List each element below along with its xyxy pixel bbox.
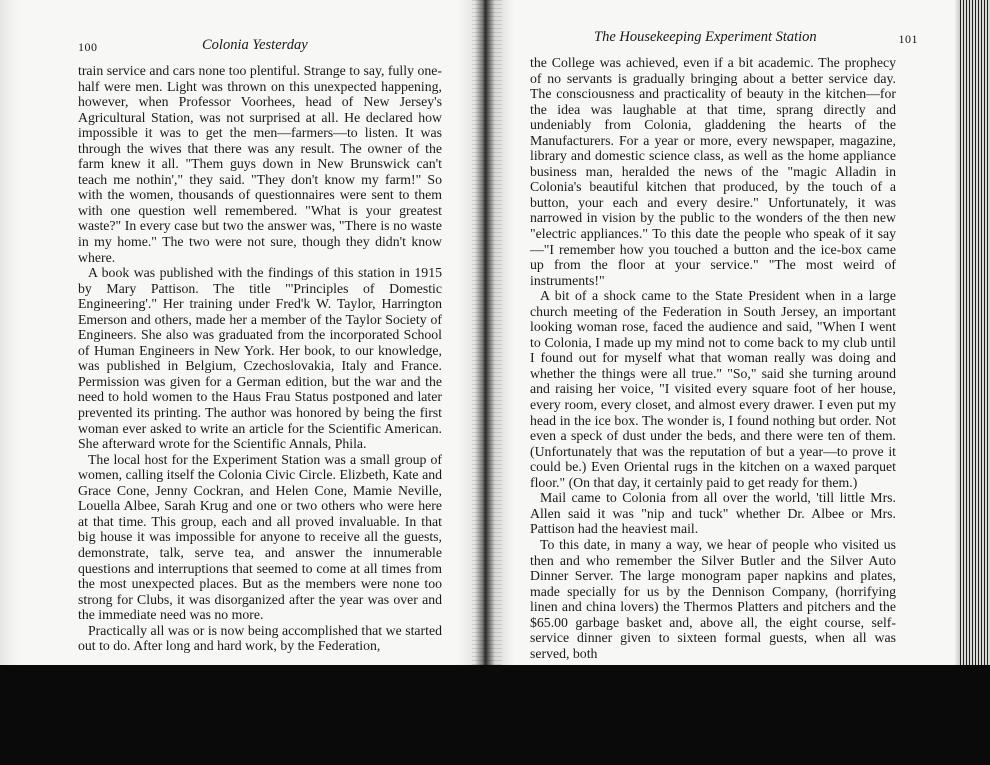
- right-paragraph-4: To this date, in many a way, we hear of people who visited us then and who remember the Silver Butler and the Silver Auto Dinner Server. The large monogram paper napkins and plates, made specially for us by the Dennison Company, (horrifying linen and china lovers) the Thermos Platters and pitchers and the $65.00 garbage basket and, above all, the eight course, self-service dinner given to sixteen formal guests, when all was served, both: [530, 536, 896, 661]
- right-page-stack-edge: [960, 0, 990, 665]
- left-paragraph-2: A book was published with the findings of this station in 1915 by Mary Pattison. The title "'Principles of Domestic Engineering'." Her training under Fred'k W. Taylor, Harrington Emerson and others, made her a member of the Taylor Society of Engineers. She also was graduated from the incorporated School of Human Engineers in New York. Her book, to our knowledge, was published in Belgium, Czechoslovakia, Italy and France. Permission was given for a German edition, but the war and the need to hold women to the Haus Frau Status postponed and later prevented its printing. The author was honored by being the first woman ever asked to write an article for the Scientific American. She afterward wrote for the Scientific Annals, Phila.: [78, 265, 442, 452]
- right-paragraph-3: Mail came to Colonia from all over the world, 'till little Mrs. Allen said it was "nip and tuck" whether Dr. Albee or Mrs. Pattison had the heaviest mail.: [530, 490, 896, 537]
- right-running-title: The Housekeeping Experiment Station: [594, 29, 817, 45]
- right-running-head: [530, 29, 918, 48]
- left-paragraph-1: train service and cars none too plentiful. Strange to say, fully one-half were men. Light was thrown on this unexpected happening, however, when Professor Voorhees, head of New Jersey's Agricultural Station, was not surprised at all. He declared how impossible it was to get the men—farmers—to listen. It was through the wives that there was any result. The owner of the farm knew it all. "Them guys down in New Brunswick can't teach me nothin'," they said. "They don't know my farm!" So with the women, thousands of questionnaires were sent to them with one question well remembered. "What is your greatest waste?" In every case but two the answer was, "There is no waste in my home." The two were not sure, though they didn't know where.: [78, 63, 442, 265]
- left-page-number: 100: [78, 40, 98, 54]
- gutter-texture: [472, 0, 502, 665]
- left-page-edge: [0, 0, 22, 665]
- right-page: [530, 29, 918, 661]
- left-running-head: [78, 38, 442, 56]
- left-page: [78, 38, 442, 654]
- left-running-title: Colonia Yesterday: [202, 37, 308, 53]
- left-paragraph-3: The local host for the Experiment Station was a small group of women, calling itself the Colonia Civic Circle. Elizbeth, Kate and Grace Cone, Jenny Cockran, and Helen Cone, Mamie Neville, Louella Albee, Sarah Krug and one or two others who were here at that time. This group, each and all proved invaluable. In that big house it was impossible for anyone to receive all the guests, demonstrate, talk, serve tea, and answer the innumerable questions and interruptions that seemed to come at all times from the most unexpected places. But as the members were none too strong for Clubs, it was disorganized after the year was over and the immediate need was no more.: [78, 451, 442, 623]
- right-paragraph-2: A bit of a shock came to the State President when in a large church meeting of the Federation in South Jersey, an important looking woman rose, faced the audience and said, "When I went to Colonia, I made up my mind not to come back to my club until I found out for myself what that woman really was doing and whether the things were all true." "So," said she turning around and raising her voice, "I visited every square foot of her house, every room, every closet, and almost every drawer. I even put my head in the ice box. The wonder is, I found nothing but order. Not even a speck of dust under the beds, and there were ten of them. (Unfortunately that was the reputation of but a year—to prove it could be.) Even Oriental rugs in the kitchen on a waxed parquet floor." (On that day, it certainly paid to get ready for them.): [530, 288, 896, 490]
- right-paragraph-1: the College was achieved, even if a bit academic. The prophecy of no servants is gradually bringing about a better service day. The consciousness and practicality of beauty in the kitchen—for the idea was laughable at that time, sprang directly and undeniably from Colonia, gladdening the hearts of the Manufacturers. For a year or more, every newspaper, magazine, library and domestic science class, as well as the home appliance business man, heralded the news of the "magic Alladin in Colonia's beautiful kitchen that produced, by the touch of a button, your each and every desire." Unfortunately, it was narrowed in vision by the public to the wonders of the then new "electric appliances." To this date the people who speak of it say—"I remember how you touched a button and the ice-box came up from the floor at your service." "The most weird of instruments!": [530, 55, 896, 288]
- left-paragraph-4: Practically all was or is now being accomplished that we started out to do. After long and hard work, by the Federation,: [78, 622, 442, 654]
- right-page-number: 101: [898, 32, 918, 46]
